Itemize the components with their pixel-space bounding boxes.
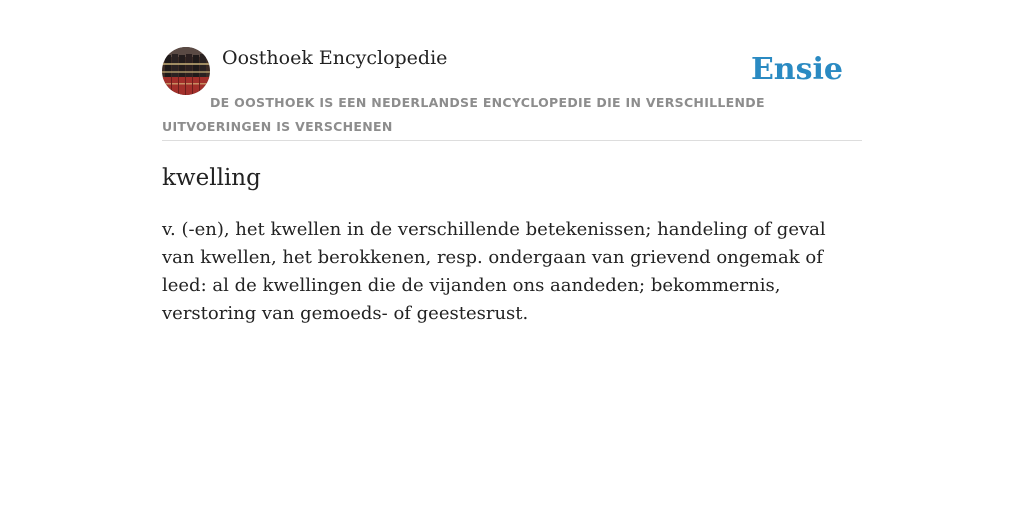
site-name[interactable]: Oosthoek Encyclopedie bbox=[222, 47, 448, 69]
avatar[interactable] bbox=[162, 47, 210, 95]
encyclopedia-books-icon bbox=[162, 47, 210, 95]
site-header bbox=[162, 46, 862, 141]
ensie-logo-link[interactable]: Ensie bbox=[750, 52, 843, 87]
entry-title: kwelling bbox=[162, 165, 261, 191]
entry-definition: v. (-en), het kwellen in de verschillende betekenissen; handeling of geval van kwellen, het berokkenen, resp. ondergaan van grievend ongemak of leed: al de kwellingen die de vijanden ons aandeden; bekommernis, verstoring van gemoeds- of geestesrust. bbox=[162, 219, 826, 324]
site-tagline: DE OOSTHOEK IS EEN NEDERLANDSE ENCYCLOPEDIE DIE IN VERSCHILLENDE UITVOERINGEN IS VERSCHENEN bbox=[162, 95, 765, 134]
